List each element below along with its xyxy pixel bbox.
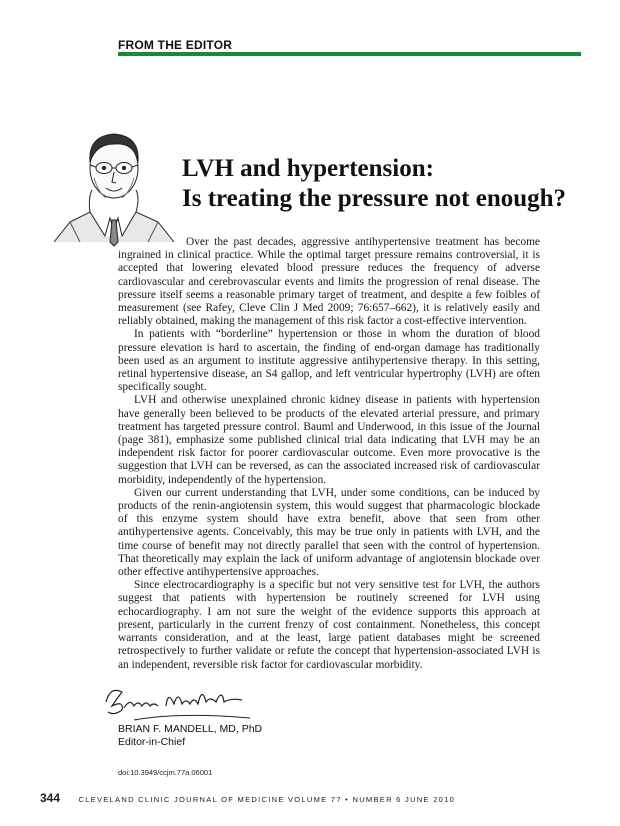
doi: doi:10.3949/ccjm.77a.06001 bbox=[118, 768, 213, 777]
page-number: 344 bbox=[40, 791, 61, 805]
paragraph-5: Since electrocardiography is a specific but not very sensitive test for LVH, the authors suggest that patients with hypertension be routinely screened for LVH using echocardiography. I am not sure the weight of the evidence supports this approach at present, particularly in the current frenzy of cost containment. Nonetheless, this concept warrants consideration, and at the least, large patient databases might be screened retrospectively to further validate or refute the concept that hypertension-associated LVH is an independent, reversible risk factor for cardiovascular morbidity. bbox=[118, 579, 540, 671]
paragraph-1: Over the past decades, aggressive antihypertensive treatment has become ingrained in clinical practice. While the optimal target pressure remains controversial, it is accepted that lowering elevated blood pressure reduces the frequency of adverse cardiovascular and cerebrovascular events and limits the progression of renal disease. The pressure itself seems a reasonable primary target of treatment, and despite a few foibles of measurement (see Rafey, Cleve Clin J Med 2009; 76:657–662), it is relatively easily and reliably obtained, making the management of this risk factor a cost-effective intervention. bbox=[118, 236, 540, 328]
paragraph-3: LVH and otherwise unexplained chronic kidney disease in patients with hypertension have generally been believed to be products of the elevated arterial pressure, and primary treatment has targeted pressure control. Bauml and Underwood, in this issue of the Journal (page 381), emphasize some published clinical trial data indicating that LVH may be an independent risk factor for poorer cardiovascular outcome. Even more provocative is the suggestion that LVH can be reversed, as can the associated increased risk of cardiovascular morbidity, independently of the hypertension. bbox=[118, 394, 540, 486]
author-role: Editor-in-Chief bbox=[118, 736, 186, 748]
editor-portrait-illustration bbox=[50, 118, 180, 248]
article-title bbox=[182, 154, 566, 214]
page-footer bbox=[40, 789, 455, 807]
title-line-2: Is treating the pressure not enough? bbox=[182, 185, 567, 212]
article-body bbox=[118, 236, 540, 672]
author-name: BRIAN F. MANDELL, MD, PhD bbox=[118, 723, 263, 735]
journal-info: CLEVELAND CLINIC JOURNAL OF MEDICINE VOLUME 77 • NUMBER 6 JUNE 2010 bbox=[78, 795, 456, 804]
author-signature bbox=[100, 682, 260, 728]
author-block bbox=[118, 723, 262, 749]
paragraph-4: Given our current understanding that LVH, under some conditions, can be induced by products of the renin-angiotensin system, this would suggest that pharmacologic blockade of this enzyme system should have extra benefit, above that seen from other antihypertensive agents. Conceivably, this may be true only in patients with LVH, and the time course of benefit may not directly parallel that seen with the control of hypertension. That theoretically may explain the lack of uniform advantage of angiotensin blockade over other effective antihypertensive approaches. bbox=[118, 486, 540, 579]
section-rule bbox=[118, 52, 581, 56]
paragraph-2: In patients with “borderline” hypertension or those in whom the duration of blood pressure elevation is hard to ascertain, the finding of end-organ damage has traditionally been used as an argument to institute aggressive antihypertensive therapy. In this setting, retinal hypertensive disease, an S4 gallop, and left ventricular hypertrophy (LVH) are often specifically sought. bbox=[118, 328, 540, 394]
section-label: FROM THE EDITOR bbox=[118, 38, 233, 52]
title-line-1: LVH and hypertension: bbox=[182, 155, 434, 182]
